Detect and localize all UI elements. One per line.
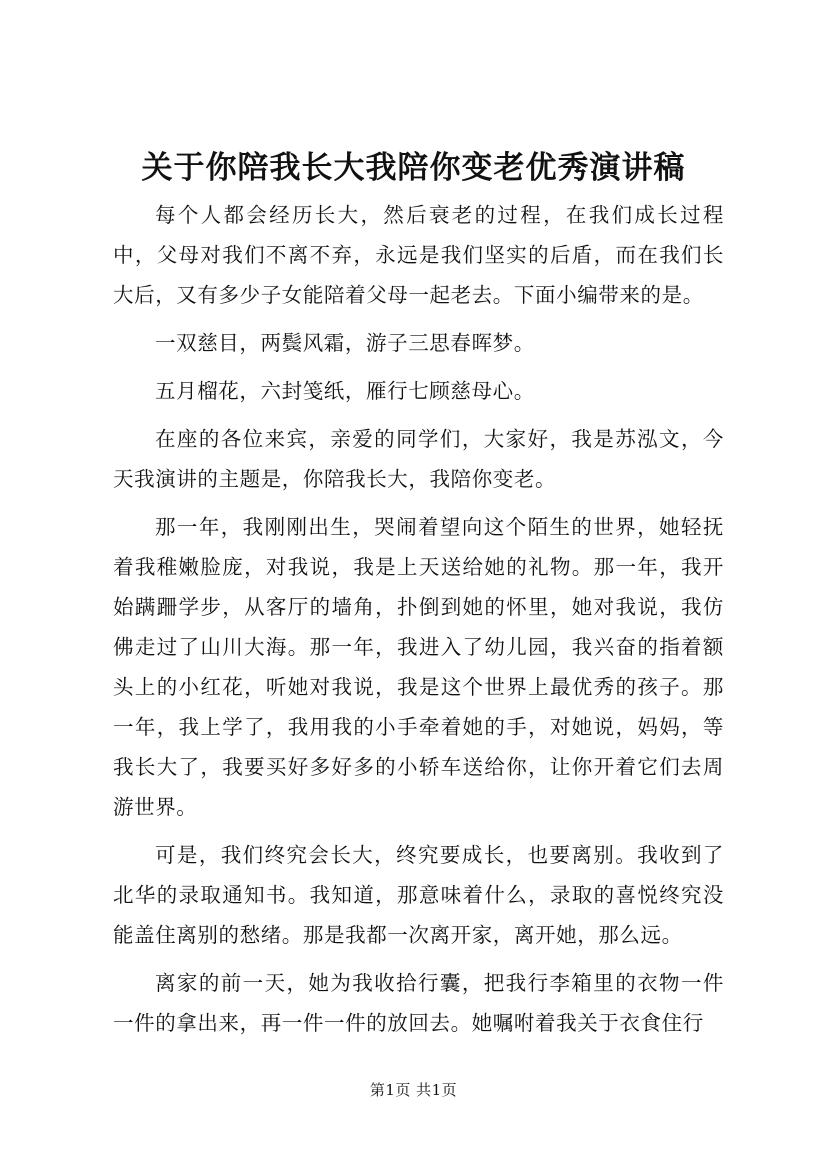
paragraph-intro: 每个人都会经历长大，然后衰老的过程，在我们成长过程中，父母对我们不离不弃，永远是我们坚实的后盾，而在我们长大后，又有多少子女能陪着父母一起老去。下面小编带来的是。 (113, 203, 724, 307)
paragraph-leaving: 可是，我们终究会长大，终究要成长，也要离别。我收到了北华的录取通知书。我知道，那意味着什么，录取的喜悦终究没能盖住离别的愁绪。那是我都一次离开家，离开她，那么远。 (113, 843, 724, 947)
document-body (113, 195, 724, 1043)
paragraph-greeting: 在座的各位来宾，亲爱的同学们，大家好，我是苏泓文，今天我演讲的主题是，你陪我长大，我陪你变老。 (113, 427, 724, 491)
document-title: 关于你陪我长大我陪你变老优秀演讲稿 (141, 150, 686, 186)
paragraph-packing: 离家的前一天，她为我收拾行囊，把我行李箱里的衣物一件一件的拿出来，再一件一件的放回去。她嘱咐着我关于衣食住行 (113, 971, 724, 1035)
paragraph-couplet-2: 五月榴花，六封笺纸，雁行七顾慈母心。 (155, 379, 535, 403)
paragraph-childhood: 那一年，我刚刚出生，哭闹着望向这个陌生的世界，她轻抚着我稚嫩脸庞，对我说，我是上天送给她的礼物。那一年，我开始蹒跚学步，从客厅的墙角，扑倒到她的怀里，她对我说，我仿佛走过了山川大海。那一年，我进入了幼儿园，我兴奋的指着额头上的小红花，听她对我说，我是这个世界上最优秀的孩子。那一年，我上学了，我用我的小手牵着她的手，对她说，妈妈，等我长大了，我要买好多好多的小轿车送给你，让你开着它们去周游世界。 (113, 515, 724, 819)
page-footer: 第1页 共1页 (369, 1081, 458, 1099)
paragraph-couplet-1: 一双慈目，两鬓风霜，游子三思春晖梦。 (155, 331, 535, 355)
